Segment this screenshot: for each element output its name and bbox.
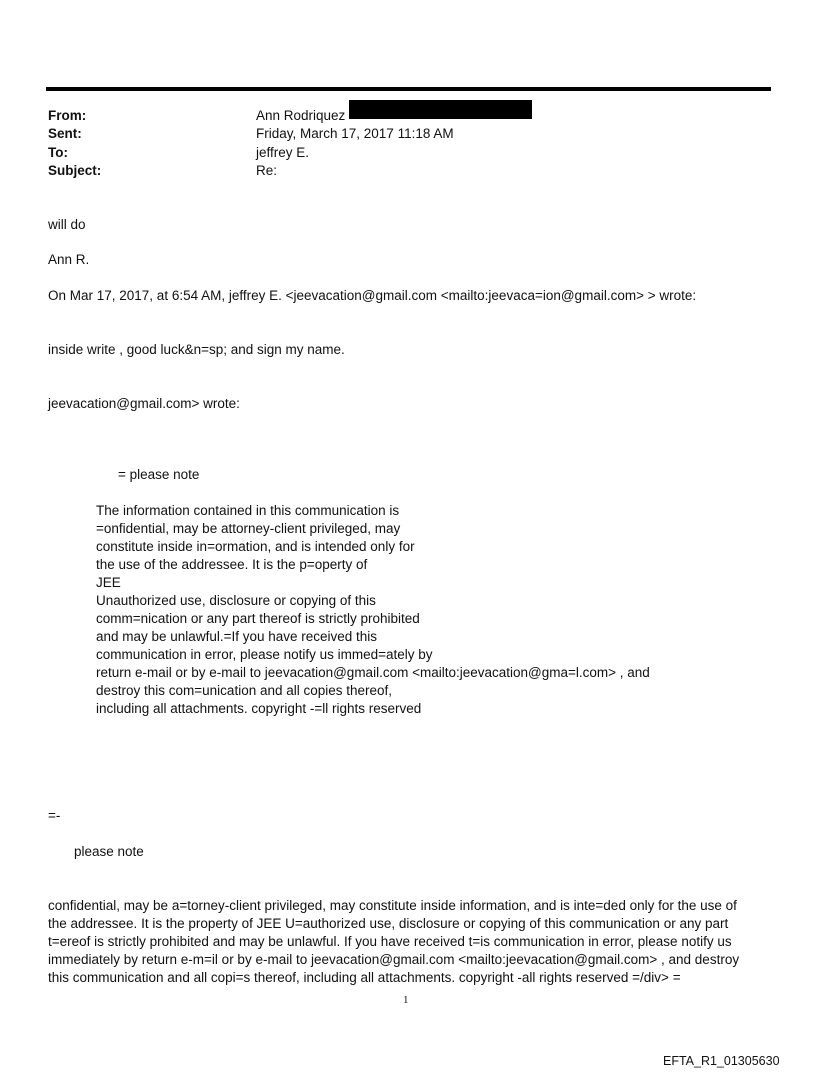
sent-label: Sent: — [48, 126, 82, 141]
disclaimer-1-line: communication in error, please notify us immed=ately by — [96, 647, 433, 662]
disclaimer-1-line: the use of the addressee. It is the p=operty of — [96, 557, 368, 572]
page-number: 1 — [403, 994, 409, 1006]
disclaimer-2-line: the addressee. It is the property of JEE U=authorized use, disclosure or copying of this communication or any part — [48, 916, 729, 931]
instruction-text: inside write , good luck&n=sp; and sign my name. — [48, 342, 345, 357]
to-value: jeffrey E. — [256, 145, 310, 160]
subject-label: Subject: — [48, 163, 102, 178]
disclaimer-1-line: JEE — [96, 575, 121, 590]
sender-name: Ann Rodriquez — [256, 108, 346, 123]
disclaimer-1-line: destroy this com=unication and all copies thereof, — [96, 683, 393, 698]
please-note-2: please note — [74, 844, 144, 859]
redaction-block — [349, 100, 532, 119]
signature: Ann R. — [48, 252, 90, 267]
disclaimer-2-line: t=ereof is strictly prohibited and may be unlawful. If you have received t=is communication in error, please notify us — [48, 934, 732, 949]
from-value — [256, 107, 532, 125]
sent-value: Friday, March 17, 2017 11:18 AM — [256, 126, 454, 141]
subject-value: Re: — [256, 163, 278, 178]
disclaimer-1-line: =onfidential, may be attorney-client privileged, may — [96, 521, 401, 536]
from-label: From: — [48, 108, 87, 123]
disclaimer-1-line: and may be unlawful.=If you have received this — [96, 629, 378, 644]
bates-number: EFTA_R1_01305630 — [663, 1054, 780, 1068]
disclaimer-1-line: comm=nication or any part thereof is strictly prohibited — [96, 611, 420, 626]
to-label: To: — [48, 145, 68, 160]
please-note-1: = please note — [118, 467, 200, 482]
disclaimer-2-line: immediately by return e-m=il or by e-mail to jeevacation@gmail.com <mailto:jeevacation@gmail.com> , and destroy — [48, 952, 740, 967]
header-divider — [46, 87, 771, 91]
disclaimer-2-line: this communication and all copi=s thereof, including all attachments. copyright -all rights reserved =/div> = — [48, 970, 681, 985]
disclaimer-1-line: The information contained in this communication is — [96, 503, 400, 518]
disclaimer-2-line: confidential, may be a=torney-client privileged, may constitute inside information, and is inte=ded only for the use of — [48, 898, 737, 913]
forward-from: jeevacation@gmail.com> wrote: — [48, 396, 240, 411]
disclaimer-1-line: including all attachments. copyright -=ll rights reserved — [96, 701, 422, 716]
disclaimer-1-line: return e-mail or by e-mail to jeevacation@gmail.com <mailto:jeevacation@gma=l.com> , and — [96, 665, 650, 680]
separator-text: =- — [48, 808, 61, 823]
reply-text: will do — [48, 217, 86, 232]
disclaimer-1-line: constitute inside in=ormation, and is intended only for — [96, 539, 415, 554]
disclaimer-1-line: Unauthorized use, disclosure or copying of this — [96, 593, 376, 608]
quote-intro: On Mar 17, 2017, at 6:54 AM, jeffrey E. <jeevacation@gmail.com <mailto:jeevaca=ion@gmail.com> > wrote: — [48, 288, 697, 303]
